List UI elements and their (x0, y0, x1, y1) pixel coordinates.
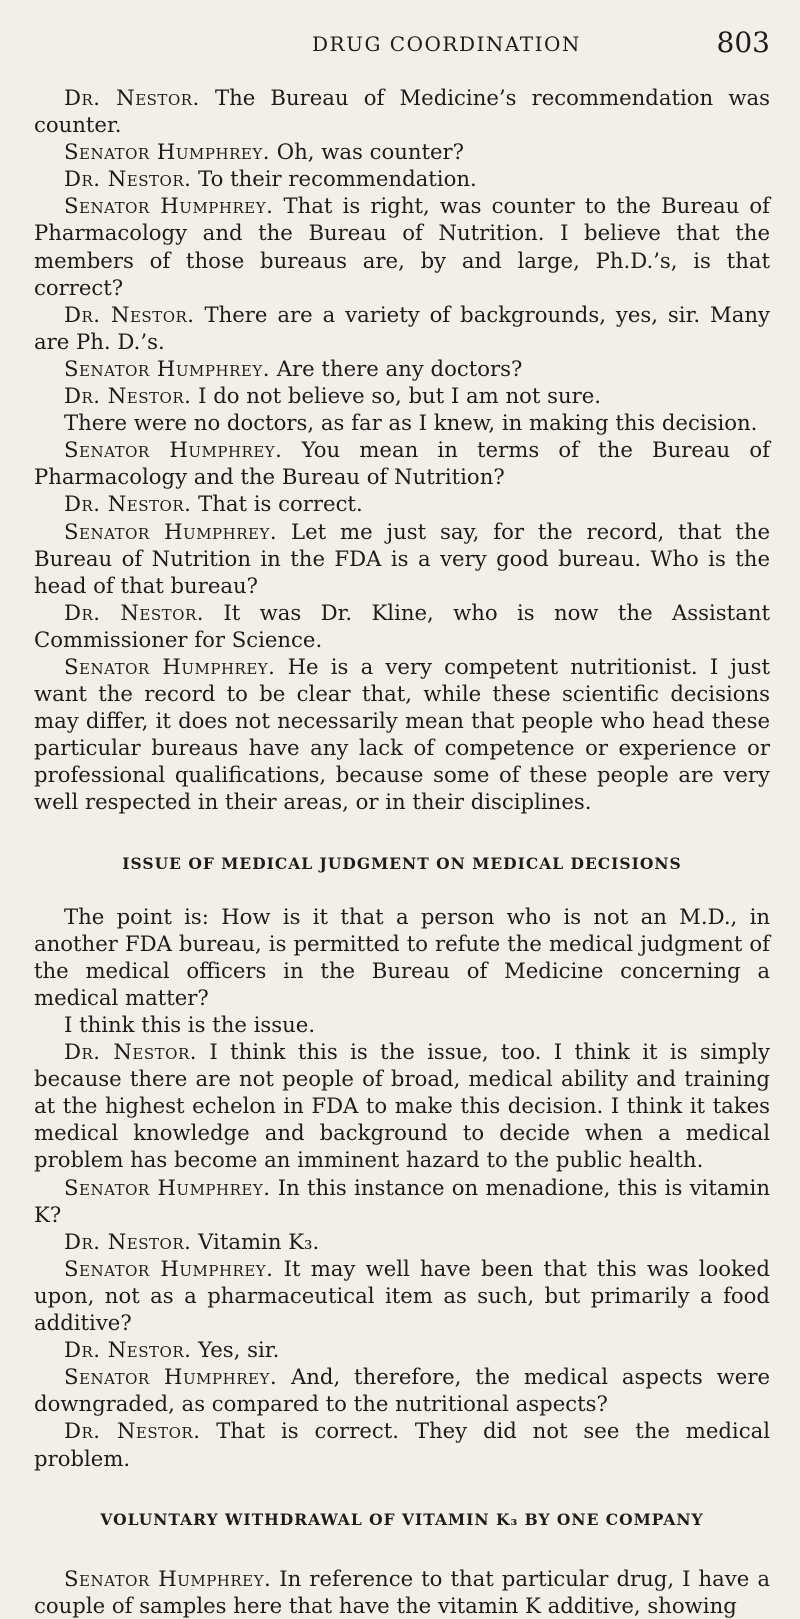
paragraph-text: I think this is the issue. (64, 1012, 316, 1037)
paragraph-text: The point is: How is it that a person who is not an M.D., in another FDA bureau, is permitted to refute the medical judgment of the medical officers in the Bureau of Medicine concerning a medical matter? (34, 903, 770, 1010)
speaker-name: Dr. Nestor. (64, 1418, 201, 1444)
speaker-name: Senator Humphrey. (64, 518, 278, 544)
paragraph (34, 138, 770, 165)
paragraph-text: He is a very competent nutritionist. I just want the record to be clear that, while these scientific decisions may differ, it does not necessarily mean that people who head these particular bureaus have any lack of competence or experience or professional qualifications, because some of these people are very well respected in their areas, or in their disciplines. (34, 653, 770, 815)
paragraph-text: Vitamin K₃. (198, 1228, 320, 1254)
paragraph (34, 165, 770, 192)
speaker-name: Dr. Nestor. (64, 301, 195, 327)
paragraph-text: Yes, sir. (198, 1337, 280, 1363)
paragraph-text: There are a variety of backgrounds, yes, sir. Many are Ph. D.’s. (34, 301, 770, 354)
speaker-name: Senator Humphrey. (64, 139, 270, 165)
paragraph (34, 301, 770, 355)
paragraph-text: That is correct. They did not see the medical problem. (34, 1418, 770, 1471)
speaker-name: Dr. Nestor. (64, 599, 204, 625)
page-header (0, 24, 800, 64)
paragraph-text: That is right, was counter to the Bureau of Pharmacology and the Bureau of Nutrition. I believe that the members of those bureaus are, by and large, Ph.D.’s, is that correct? (34, 193, 770, 300)
paragraph (34, 490, 770, 517)
speaker-name: Senator Humphrey. (64, 653, 276, 679)
paragraph (34, 355, 770, 382)
section-heading-voluntary-withdrawal: VOLUNTARY WITHDRAWAL OF VITAMIN K₃ BY ONE COMPANY (100, 1509, 704, 1529)
paragraph-text: In reference to that particular drug, I have a couple of samples here that have the vitamin K additive, showing (34, 1565, 770, 1618)
speaker-name: Senator Humphrey. (64, 1255, 274, 1281)
speaker-name: Senator Humphrey. (64, 1174, 271, 1200)
paragraph (34, 1417, 770, 1471)
testimony-block-1 (34, 84, 770, 816)
speaker-name: Dr. Nestor. (64, 491, 192, 517)
speaker-name: Senator Humphrey. (64, 1364, 278, 1390)
paragraph-text: The Bureau of Medicine’s recommendation was counter. (34, 85, 770, 138)
speaker-name: Senator Humphrey. (64, 193, 274, 219)
paragraph-text: I think this is the issue, too. I think it is simply because there are not people of broad, medical ability and training at the highest echelon in FDA to make this decision. I think it takes medical knowledge and background to decide when a medical problem has become an imminent hazard to the public health. (34, 1039, 770, 1173)
paragraph-text: That is correct. (198, 491, 363, 517)
paragraph (34, 1336, 770, 1363)
paragraph (34, 1011, 770, 1038)
body-text (34, 84, 770, 1619)
speaker-name: Senator Humphrey. (64, 355, 270, 381)
paragraph (34, 409, 770, 436)
page-number: 803 (716, 26, 770, 59)
paragraph-text: To their recommendation. (198, 166, 477, 192)
paragraph (34, 382, 770, 409)
paragraph (34, 1174, 770, 1228)
paragraph (34, 518, 770, 599)
paragraph (34, 1565, 770, 1619)
paragraph (34, 436, 770, 490)
paragraph-text: And, therefore, the medical aspects were downgraded, as compared to the nutritional aspects? (34, 1364, 770, 1417)
paragraph-text: There were no doctors, as far as I knew, in making this decision. (64, 410, 758, 436)
speaker-name: Dr. Nestor. (64, 85, 200, 110)
speaker-name: Senator Humphrey. (64, 437, 283, 463)
speaker-name: Senator Humphrey. (64, 1565, 272, 1591)
paragraph (34, 1228, 770, 1255)
paragraph-text: In this instance on menadione, this is vitamin K? (34, 1174, 770, 1227)
speaker-name: Dr. Nestor. (64, 1228, 192, 1254)
testimony-block-3 (34, 1565, 770, 1619)
running-head: DRUG COORDINATION (312, 32, 581, 56)
speaker-name: Dr. Nestor. (64, 383, 192, 409)
paragraph-text: Let me just say, for the record, that the Bureau of Nutrition in the FDA is a very good bureau. Who is the head of that bureau? (34, 518, 770, 598)
speaker-name: Dr. Nestor. (64, 1039, 197, 1065)
paragraph (34, 653, 770, 816)
paragraph (34, 84, 770, 138)
paragraph-text: It may well have been that this was looked upon, not as a pharmaceutical item as such, but primarily a food additive? (34, 1255, 770, 1336)
paragraph (34, 1255, 770, 1336)
paragraph-text: Are there any doctors? (276, 355, 523, 381)
speaker-name: Dr. Nestor. (64, 1337, 192, 1363)
paragraph-text: It was Dr. Kline, who is now the Assistant Commissioner for Science. (34, 599, 770, 652)
paragraph (34, 1363, 770, 1417)
paragraph-text: I do not believe so, but I am not sure. (198, 383, 602, 409)
section-heading-medical-judgment: ISSUE OF MEDICAL JUDGMENT ON MEDICAL DECISIONS (122, 853, 682, 873)
paragraph (34, 192, 770, 300)
testimony-block-2 (34, 903, 770, 1472)
paragraph (34, 599, 770, 653)
paragraph-text: You mean in terms of the Bureau of Pharmacology and the Bureau of Nutrition? (34, 437, 770, 490)
paragraph (34, 903, 770, 1011)
speaker-name: Dr. Nestor. (64, 166, 192, 192)
paragraph-text: Oh, was counter? (276, 139, 465, 165)
paragraph (34, 1038, 770, 1173)
